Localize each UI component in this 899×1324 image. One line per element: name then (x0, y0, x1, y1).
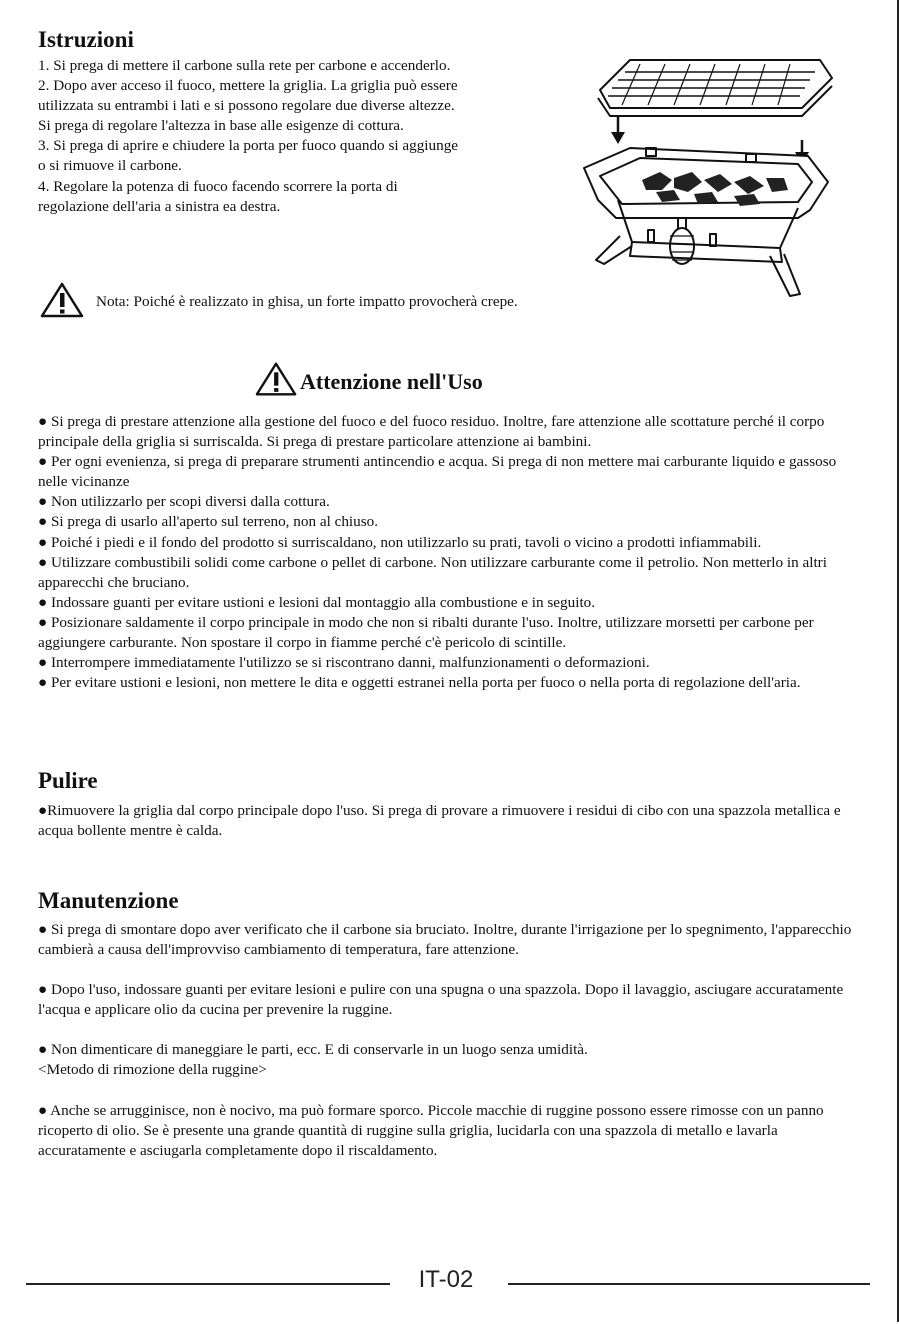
manutenzione-title: Manutenzione (38, 888, 179, 913)
attenzione-title: Attenzione nell'Uso (300, 369, 483, 394)
list-item: ● Utilizzare combustibili solidi come carbone o pellet di carbone. Non utilizzare carburante come il petrolio. Non metterlo in altri apparecchi che bruciano. (38, 553, 827, 591)
warning-icon (255, 361, 297, 397)
list-item: ● Poiché i piedi e il fondo del prodotto si surriscaldano, non utilizzarlo su prati, tavoli o vicino a prodotti infiammabili. (38, 533, 762, 551)
footer-rule-right (508, 1283, 870, 1285)
warning-icon (40, 282, 84, 318)
list-item: ● Indossare guanti per evitare ustioni e lesioni dal montaggio alla combustione e in seguito. (38, 593, 596, 611)
page-number: IT-02 (418, 1266, 474, 1293)
pulire-title: Pulire (38, 768, 98, 793)
manutenzione-paragraph: ● Dopo l'uso, indossare guanti per evitare lesioni e pulire con una spugna o una spazzola. Dopo il lavaggio, asciugare accuratamente l'acqua e applicare olio da cucina per prevenire la ruggine. (38, 981, 844, 1019)
list-item: ● Posizionare saldamente il corpo principale in modo che non si ribalti durante l'uso. Inoltre, utilizzare morsetti per carbone per aggiungere carburante. Non spostare il corpo in fiamme perché c'è pericolo di scintille. (38, 613, 814, 652)
istruzioni-steps: 1. Si prega di mettere il carbone sulla rete per carbone e accenderlo. 2. Dopo aver acceso il fuoco, mettere la griglia. La griglia può essere utilizzata su entrambi i lati e si possono regolare due diverse altezze. Si prega di regolare l'altezza in base alle esigenze di cottura. 3. Si prega di aprire e chiudere la porta per fuoco quando si aggiunge o si rimuove il carbone. 4. Regolare la potenza di fuoco facendo scorrere la porta di regolazione dell'aria a sinistra ea destra. (38, 57, 459, 215)
attenzione-list (38, 412, 868, 693)
grill-illustration (570, 50, 840, 300)
list-item: ● Si prega di prestare attenzione alla gestione del fuoco e del fuoco residuo. Inoltre, fare attenzione alle scottature perché il corpo principale della griglia si surriscalda. Si prega di prestare particolare attenzione ai bambini. (38, 413, 825, 451)
list-item: ● Si prega di usarlo all'aperto sul terreno, non al chiuso. (38, 513, 379, 531)
manutenzione-paragraph: ● Non dimenticare di maneggiare le parti, ecc. E di conservarle in un luogo senza umidità. (38, 1041, 588, 1059)
note-text: Nota: Poiché è realizzato in ghisa, un forte impatto provocherà crepe. (96, 293, 518, 310)
list-item: ● Per ogni evenienza, si prega di preparare strumenti antincendio e acqua. Si prega di non mettere mai carburante liquido e gassoso nelle vicinanze (38, 453, 837, 491)
list-item: ● Non utilizzarlo per scopi diversi dalla cottura. (38, 493, 330, 511)
istruzioni-title: Istruzioni (38, 27, 134, 52)
footer-rule-left (26, 1283, 390, 1285)
pulire-text: ●Rimuovere la griglia dal corpo principale dopo l'uso. Si prega di provare a rimuovere i residui di cibo con una spazzola metallica e acqua bollente mentre è calda. (38, 802, 841, 840)
manutenzione-body (38, 920, 868, 1161)
list-item: ● Interrompere immediatamente l'utilizzo se si riscontrano danni, malfunzionamenti o deformazioni. (38, 654, 650, 672)
manutenzione-paragraph: ● Si prega di smontare dopo aver verificato che il carbone sia bruciato. Inoltre, durante l'irrigazione per lo spegnimento, l'apparecchio cambierà a causa dell'improvviso cambiamento di temperatura, fare attenzione. (38, 921, 852, 959)
list-item: ● Per evitare ustioni e lesioni, non mettere le dita e oggetti estranei nella porta per fuoco o nella porta di regolazione dell'aria. (38, 674, 801, 692)
rust-removal-heading: <Metodo di rimozione della ruggine> (38, 1061, 267, 1079)
manutenzione-paragraph: ● Anche se arrugginisce, non è nocivo, ma può formare sporco. Piccole macchie di ruggine possono essere rimosse con un panno ricoperto di olio. Se è presente una grande quantità di ruggine sulla griglia, lucidarla con una spazzola di metallo e lavarla accuratamente e asciugarla completamente dopo il riscaldamento. (38, 1101, 824, 1159)
